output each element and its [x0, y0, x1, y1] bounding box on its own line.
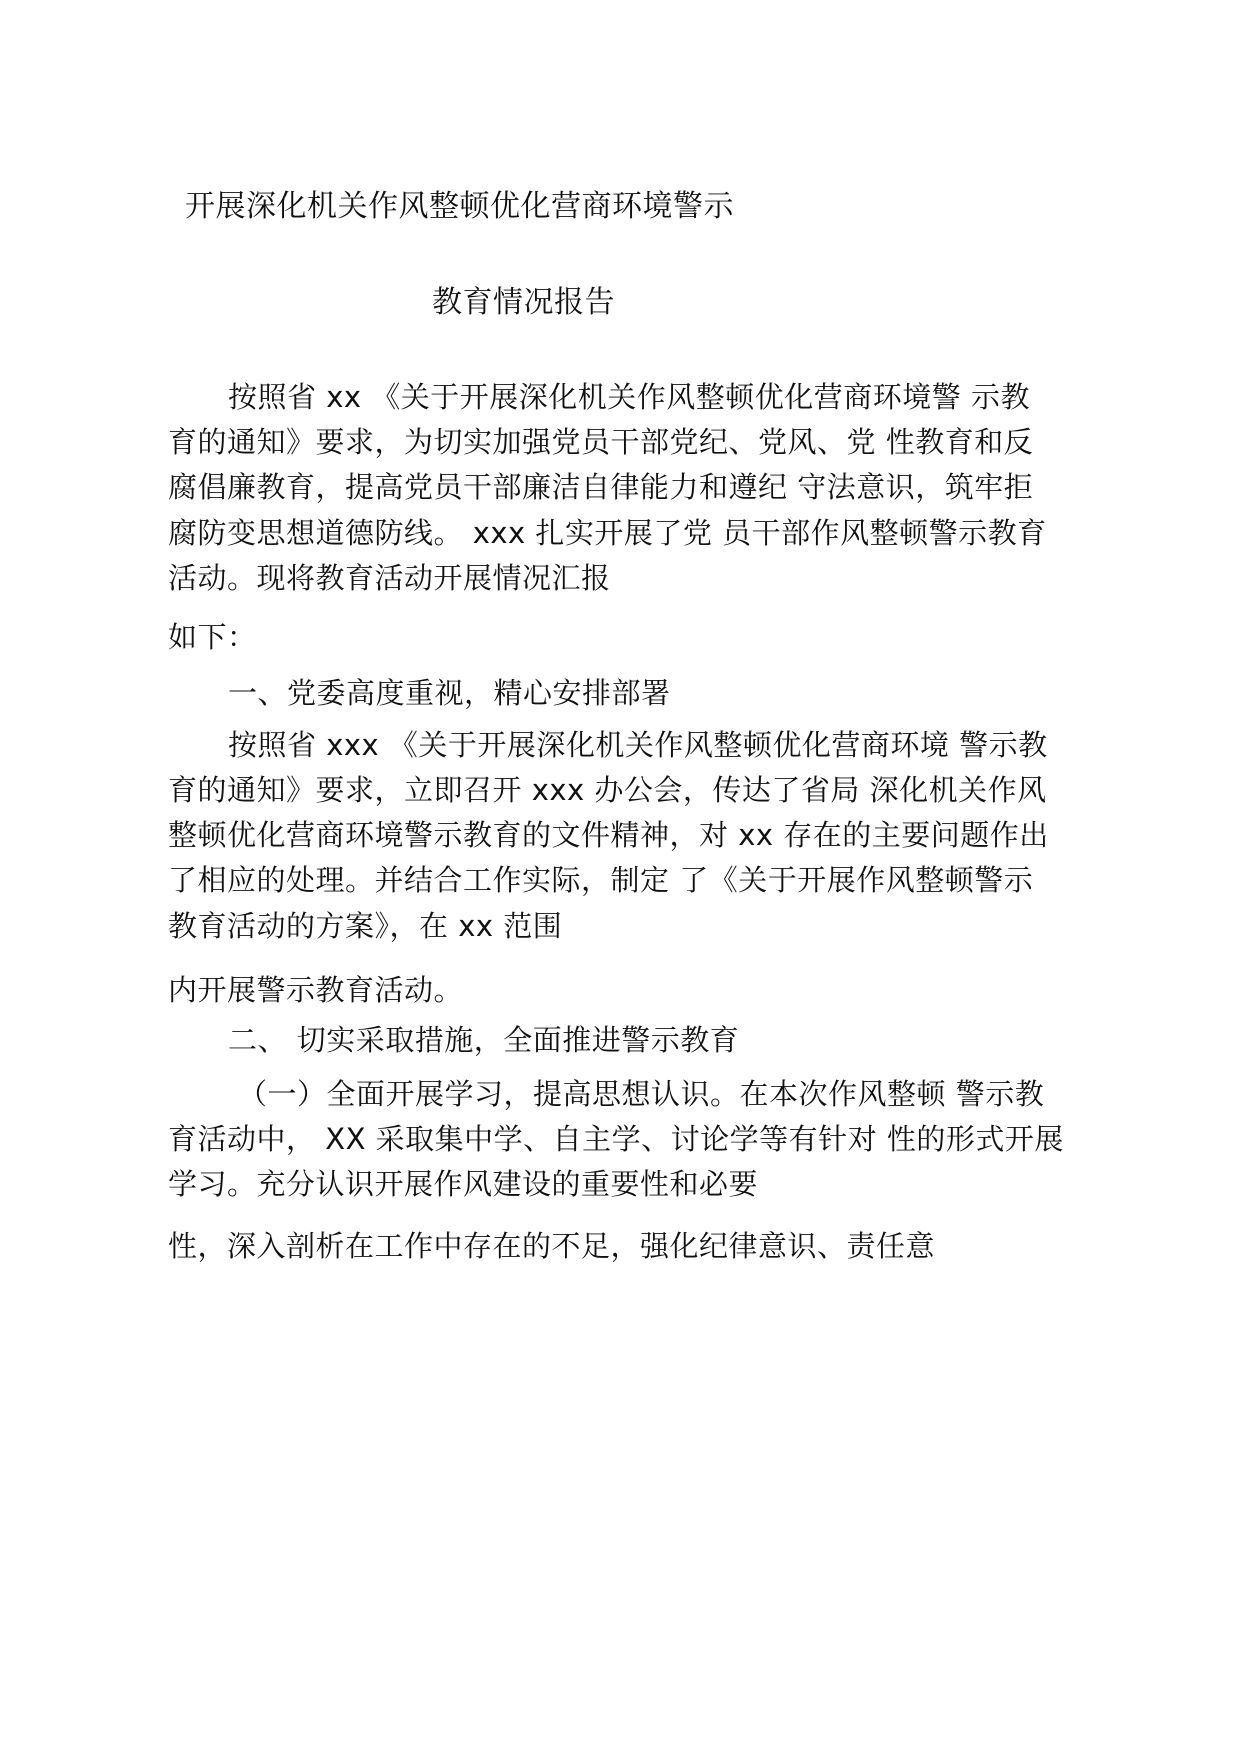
paragraph-2-line-3: 整顿优化营商环境警示教育的文件精神，对 xx 存在的主要问题作出	[168, 818, 1049, 852]
paragraph-2-line-5: 教育活动的方案》，在 xx 范围	[168, 909, 563, 943]
paragraph-1-line-1: 按照省 xx 《关于开展深化机关作风整顿优化营商环境警 示教	[228, 380, 1030, 414]
document-title-line-1: 开展深化机关作风整顿优化营商环境警示	[185, 189, 734, 224]
paragraph-3-tail: 性，深入剖析在工作中存在的不足，强化纪律意识、责任意	[168, 1231, 936, 1263]
paragraph-1-line-5: 活动。现将教育活动开展情况汇报	[168, 561, 611, 595]
section-heading-1: 一、党委高度重视，精心安排部署	[228, 676, 671, 710]
paragraph-2-tail: 内开展警示教育活动。	[168, 973, 464, 1007]
paragraph-1-tail: 如下：	[168, 620, 257, 654]
paragraph-3-line-3: 学习。充分认识开展作风建设的重要性和必要	[168, 1167, 759, 1201]
paragraph-1-line-4: 腐防变思想道德防线。 xxx 扎实开展了党 员干部作风整顿警示教育	[168, 516, 1047, 550]
section-heading-2: 二、 切实采取措施，全面推进警示教育	[228, 1023, 740, 1057]
paragraph-3-line-2: 育活动中， XX 采取集中学、自主学、讨论学等有针对 性的形式开展	[168, 1122, 1064, 1156]
paragraph-2-line-2: 育的通知》要求，立即召开 xxx 办公会，传达了省局 深化机关作风	[168, 773, 1047, 807]
paragraph-2-line-1: 按照省 xxx 《关于开展深化机关作风整顿优化营商环境 警示教	[228, 728, 1048, 762]
paragraph-2-line-4: 了相应的处理。并结合工作实际，制定 了《关于开展作风整顿警示	[168, 863, 1034, 897]
document-title-line-2: 教育情况报告	[432, 285, 615, 320]
paragraph-1-line-3: 腐倡廉教育，提高党员干部廉洁自律能力和遵纪 守法意识，筑牢拒	[168, 470, 1034, 504]
paragraph-3-line-1: （一）全面开展学习，提高思想认识。在本次作风整顿 警示教	[238, 1077, 1045, 1111]
paragraph-1-line-2: 育的通知》要求，为切实加强党员干部党纪、党风、党 性教育和反	[168, 425, 1034, 459]
